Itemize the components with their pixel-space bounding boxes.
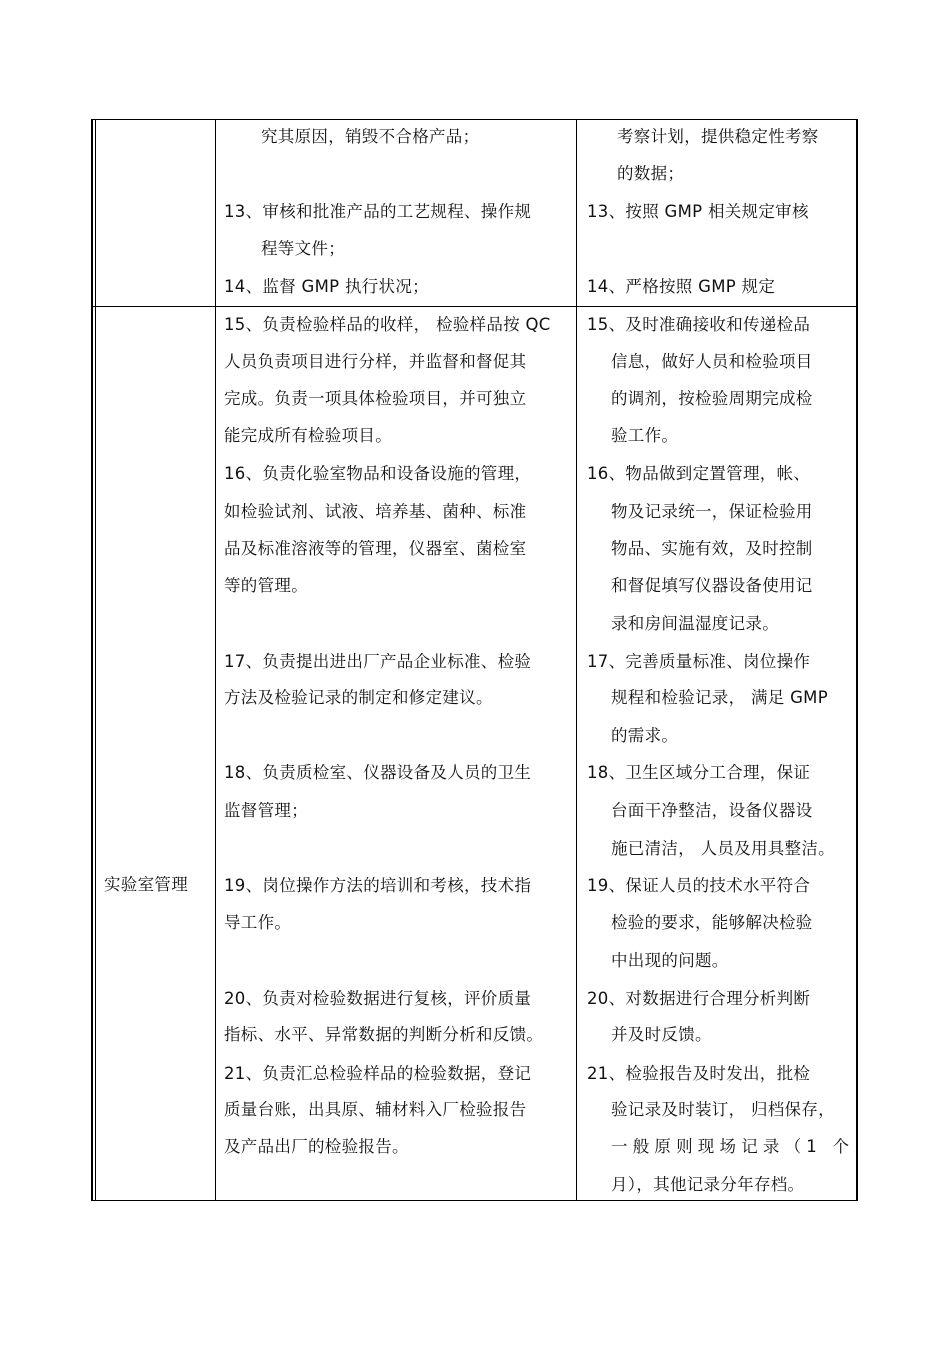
duty-line: 19、岗位操作方法的培训和考核，技术指 — [224, 876, 532, 895]
duty-line: 导工作。 — [224, 913, 292, 932]
duty-line: 能完成所有检验项目。 — [224, 426, 392, 445]
standard-line: 的调剂，按检验周期完成检 — [611, 389, 813, 408]
duty-line: 品及标准溶液等的管理，仪器室、菌检室 — [224, 539, 527, 558]
standard-line: 信息，做好人员和检验项目 — [611, 352, 813, 371]
standard-line: 中出现的问题。 — [611, 951, 729, 970]
standard-line: 施已清洁， 人员及用具整洁。 — [611, 839, 835, 858]
row-divider — [91, 306, 858, 307]
standard-line: 14、严格按照 GMP 规定 — [587, 277, 776, 296]
standard-line: 录和房间温湿度记录。 — [611, 614, 779, 633]
duty-line: 质量台账，出具原、辅材料入厂检验报告 — [224, 1100, 527, 1119]
standard-line: 18、卫生区域分工合理，保证 — [587, 763, 811, 782]
duty-line: 21、负责汇总检验样品的检验数据，登记 — [224, 1064, 532, 1083]
standard-line: 13、按照 GMP 相关规定审核 — [587, 202, 809, 221]
duty-line: 完成。负责一项具体检验项目，并可独立 — [224, 389, 527, 408]
standard-line: 的数据； — [617, 164, 685, 183]
table-left-border-outer — [91, 119, 93, 1201]
standard-line: 物品、实施有效，及时控制 — [611, 539, 813, 558]
duty-line: 及产品出厂的检验报告。 — [224, 1137, 409, 1156]
standard-line: 检验的要求，能够解决检验 — [611, 913, 813, 932]
standard-line: 规程和检验记录， 满足 GMP — [611, 688, 828, 707]
standard-line: 月），其他记录分年存档。 — [611, 1175, 805, 1194]
standard-line: 21、检验报告及时发出，批检 — [587, 1064, 811, 1083]
standard-line: 物及记录统一，保证检验用 — [611, 502, 813, 521]
standard-line: 和督促填写仪器设备使用记 — [611, 576, 813, 595]
standard-line: 17、完善质量标准、岗位操作 — [587, 652, 811, 671]
standard-line: 考察计划，提供稳定性考察 — [617, 127, 819, 146]
duty-line: 等的管理。 — [224, 576, 308, 595]
duty-line: 指标、水平、异常数据的判断分析和反馈。 — [224, 1025, 544, 1044]
standard-line: 并及时反馈。 — [611, 1025, 712, 1044]
duty-line: 究其原因，销毁不合格产品； — [261, 127, 480, 146]
standard-line: 19、保证人员的技术水平符合 — [587, 876, 811, 895]
duty-line: 监督管理； — [224, 801, 308, 820]
table-right-border — [856, 119, 858, 1201]
duty-line: 人员负责项目进行分样，并监督和督促其 — [224, 352, 527, 371]
duty-line: 18、负责质检室、仪器设备及人员的卫生 — [224, 763, 532, 782]
standard-line: 验记录及时装订， 归档保存， — [611, 1100, 835, 1119]
duty-line: 方法及检验记录的制定和修定建议。 — [224, 688, 493, 707]
standard-line: 16、物品做到定置管理，帐、 — [587, 464, 811, 483]
standard-line: 台面干净整洁，设备仪器设 — [611, 801, 813, 820]
duty-line: 15、负责检验样品的收样， 检验样品按 QC — [224, 315, 551, 334]
standard-line: 一般原则现场记录（1 个 — [611, 1137, 855, 1156]
category-label: 实验室管理 — [104, 875, 188, 894]
duty-line: 14、监督 GMP 执行状况； — [224, 277, 429, 296]
duty-line: 20、负责对检验数据进行复核，评价质量 — [224, 989, 532, 1008]
table-bottom-border — [91, 1200, 858, 1201]
standard-line: 的需求。 — [611, 726, 679, 745]
duty-line: 17、负责提出进出厂产品企业标准、检验 — [224, 652, 532, 671]
column-divider-1 — [215, 119, 216, 1201]
table-left-border-inner — [95, 119, 96, 1201]
table-top-border — [91, 119, 858, 120]
duty-line: 16、负责化验室物品和设备设施的管理， — [224, 464, 532, 483]
duty-line: 13、审核和批准产品的工艺规程、操作规 — [224, 202, 532, 221]
standard-line: 15、及时准确接收和传递检品 — [587, 315, 811, 334]
standard-line: 验工作。 — [611, 426, 679, 445]
duty-line: 如检验试剂、试液、培养基、菌种、标准 — [224, 502, 527, 521]
standard-line: 20、对数据进行合理分析判断 — [587, 989, 811, 1008]
column-divider-2 — [576, 119, 577, 1201]
duty-line: 程等文件； — [261, 239, 345, 258]
